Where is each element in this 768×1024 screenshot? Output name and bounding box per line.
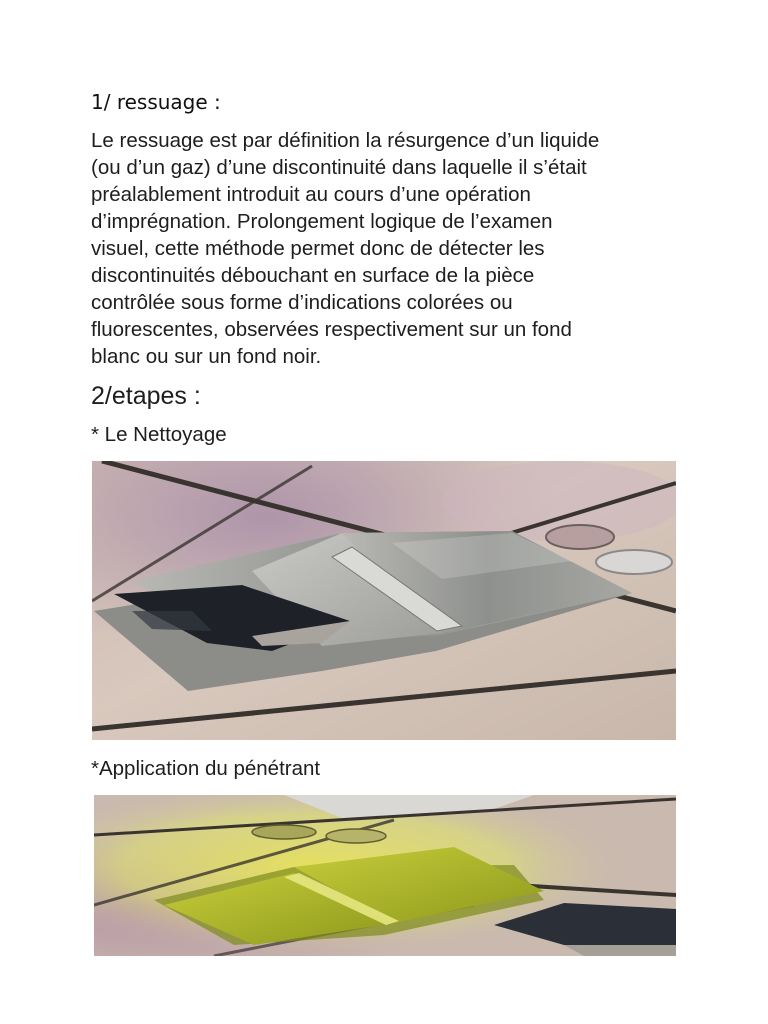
photo-penetrant-illustration xyxy=(94,795,676,956)
section-heading-etapes: 2/etapes : xyxy=(91,382,201,410)
photo-cleaning-step xyxy=(92,461,676,740)
photo-penetrant-step xyxy=(94,795,676,956)
ressuage-definition-paragraph: Le ressuage est par définition la résurgence d’un liquide (ou d’un gaz) d’une discontinuité dans laquelle il s’était préalablement introduit au cours d’une opération d’imprégnation. Prolongement logique de l’examen visuel, cette méthode permet donc de détecter les discontinuités débouchant en surface de la pièce contrôlée sous forme d’indications colorées ou fluorescentes, observées respectivement sur un fond blanc ou sur un fond noir. xyxy=(91,129,600,368)
photo-cleaning-illustration xyxy=(92,461,676,740)
step-heading-nettoyage: * Le Nettoyage xyxy=(91,423,227,446)
section-heading-ressuage: 1/ ressuage : xyxy=(91,90,221,114)
step-heading-application-penetrant: *Application du pénétrant xyxy=(91,757,321,780)
